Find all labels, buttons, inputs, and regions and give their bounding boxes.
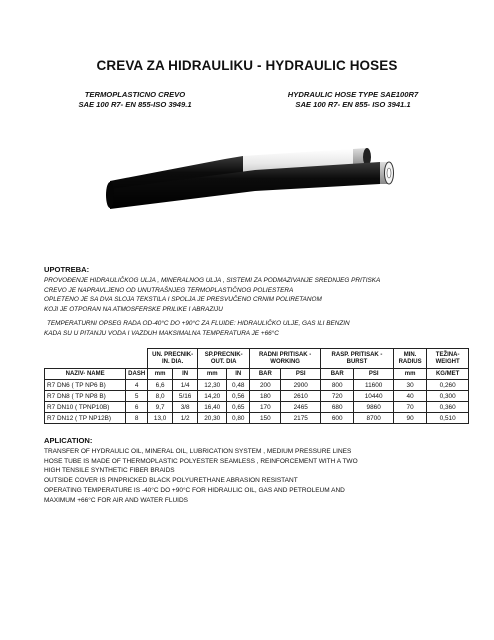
table-cell: 2900: [281, 380, 321, 391]
table-cell: R7 DN8 ( TP NP8 B): [45, 391, 126, 402]
table-cell: 150: [250, 413, 281, 424]
upotreba-line: CREVO JE NAPRAVLJENO OD UNUTRAŠNJEG TERMOPLASTIČNOG POLIESTERA: [44, 286, 294, 294]
upotreba-line: KOJI JE OTPORAN NA ATMOSFERSKE PRILIKE I ABRAZIJU: [44, 305, 223, 313]
table-cell: 2175: [281, 413, 321, 424]
subtitle-right-line2: SAE 100 R7- EN 855- ISO 3941.1: [295, 100, 411, 109]
column-header: PSI: [354, 369, 394, 380]
table-cell: 0,300: [427, 391, 469, 402]
table-cell: 0,48: [227, 380, 250, 391]
aplication-text: [44, 447, 484, 505]
table-cell: 9860: [354, 402, 394, 413]
column-header: PSI: [281, 369, 321, 380]
column-header: IN: [227, 369, 250, 380]
table-row: [45, 380, 469, 391]
aplication-line: OUTSIDE COVER IS PINPRICKED BLACK POLYURETHANE ABRASION RESISTANT: [44, 477, 298, 485]
upotreba-heading: UPOTREBA:: [44, 265, 90, 274]
column-header: KG/MET: [427, 369, 469, 380]
table-cell: 1/2: [173, 413, 198, 424]
subtitle-left-line1: TERMOPLASTICNO CREVO: [84, 90, 186, 99]
table-cell: 170: [250, 402, 281, 413]
header-min-radius: MIN. RADIUS: [393, 349, 426, 369]
table-cell: 70: [393, 402, 426, 413]
column-header: NAZIV- NAME: [45, 369, 126, 380]
header-rasp-pritisak: RASP. PRITISAK - BURST: [321, 349, 394, 369]
table-cell: 180: [250, 391, 281, 402]
table-cell: 600: [321, 413, 354, 424]
table-cell: 6: [126, 402, 148, 413]
table-cell: 0,360: [427, 402, 469, 413]
table-column-header: [45, 369, 469, 380]
table-cell: 30: [393, 380, 426, 391]
spec-table: [44, 348, 469, 424]
table-cell: 2465: [281, 402, 321, 413]
table-cell: 1/4: [173, 380, 198, 391]
table-row: [45, 402, 469, 413]
column-header: mm: [148, 369, 173, 380]
column-header: BAR: [250, 369, 281, 380]
temperature-line: TEMPERATURNI OPSEG RADA OD-40°C DO +90°C ZA FLUIDE: HIDRAULIČKO ULJE, GAS ILI BENZIN: [47, 320, 350, 328]
table-cell: 5: [126, 391, 148, 402]
table-cell: 0,510: [427, 413, 469, 424]
header-radni-pritisak: RADNI PRITISAK - WORKING: [250, 349, 321, 369]
aplication-heading: APLICATION:: [44, 436, 93, 445]
table-row: [45, 413, 469, 424]
table-cell: 16,40: [198, 402, 227, 413]
table-cell: 8,0: [148, 391, 173, 402]
table-cell: 8: [126, 413, 148, 424]
table-cell: 3/8: [173, 402, 198, 413]
table-cell: 0,80: [227, 413, 250, 424]
table-cell: 6,6: [148, 380, 173, 391]
page-title: CREVA ZA HIDRAULIKU - HYDRAULIC HOSES: [96, 58, 398, 73]
table-cell: 13,0: [148, 413, 173, 424]
column-header: IN: [173, 369, 198, 380]
header-sp-precnik: SP.PRECNIK- OUT. DIA: [198, 349, 250, 369]
table-cell: 680: [321, 402, 354, 413]
table-cell: 11600: [354, 380, 394, 391]
upotreba-line: OPLETENO JE SA DVA SLOJA TEKSTILA I SPOLJA JE PRESVUČENO CRNIM POLIRETANOM: [44, 296, 322, 304]
aplication-line: MAXIMUM +66°C FOR AIR AND WATER FLUIDS: [44, 496, 188, 504]
table-group-header: [45, 349, 469, 369]
table-cell: 5/16: [173, 391, 198, 402]
table-cell: 0,65: [227, 402, 250, 413]
table-cell: 20,30: [198, 413, 227, 424]
aplication-line: TRANSFER OF HYDRAULIC OIL, MINERAL OIL, LUBRICATION SYSTEM , MEDIUM PRESSURE LINES: [44, 448, 352, 455]
table-cell: 8700: [354, 413, 394, 424]
aplication-line: HIGH TENSILE SYNTHETIC FIBER BRAIDS: [44, 467, 175, 475]
column-header: BAR: [321, 369, 354, 380]
table-cell: 200: [250, 380, 281, 391]
temperature-line: KADA SU U PITANJU VODA I VAZDUH MAKSIMALNA TEMPERATURA JE +66°C: [44, 329, 279, 337]
aplication-line: OPERATING TEMPERATURE IS -40°C DO +90°C FOR HIDRAULIC OIL, GAS AND PETROLEUM AND: [44, 486, 345, 494]
table-cell: 14,20: [198, 391, 227, 402]
subtitle-right: [248, 90, 458, 110]
table-cell: R7 DN6 ( TP NP6 B): [45, 380, 126, 391]
table-cell: 12,30: [198, 380, 227, 391]
hose-product-image: [105, 145, 395, 210]
upotreba-line: PROVOĐENJE HIDRAULIČKOG ULJA , MINERALNOG ULJA , SISTEMI ZA PODMAZIVANJE SREDNJEG PRITISKA: [44, 277, 381, 284]
table-cell: 9,7: [148, 402, 173, 413]
column-header: DASH: [126, 369, 148, 380]
table-cell: 90: [393, 413, 426, 424]
table-cell: 10440: [354, 391, 394, 402]
table-cell: 0,56: [227, 391, 250, 402]
table-cell: 800: [321, 380, 354, 391]
table-cell: R7 DN10 ( TPNP10B): [45, 402, 126, 413]
column-header: mm: [198, 369, 227, 380]
column-header: mm: [393, 369, 426, 380]
header-un-precnik: UN. PRECNIK- IN. DIA.: [148, 349, 198, 369]
table-cell: 720: [321, 391, 354, 402]
subtitle-left-line2: SAE 100 R7- EN 855-ISO 3949.1: [78, 100, 192, 109]
aplication-line: HOSE TUBE IS MADE OF THERMOPLASTIC POLYESTER SEAMLESS , REINFORCEMENT WITH A TWO: [44, 457, 358, 465]
subtitle-left: [40, 90, 230, 110]
table-row: [45, 391, 469, 402]
upotreba-text: [44, 276, 484, 339]
table-cell: 4: [126, 380, 148, 391]
table-cell: 0,260: [427, 380, 469, 391]
table-cell: R7 DN12 ( TP NP12B): [45, 413, 126, 424]
table-cell: 40: [393, 391, 426, 402]
header-tezina: TEŽINA- WEIGHT: [427, 349, 469, 369]
subtitle-right-line1: HYDRAULIC HOSE TYPE SAE100R7: [287, 90, 419, 99]
table-cell: 2610: [281, 391, 321, 402]
